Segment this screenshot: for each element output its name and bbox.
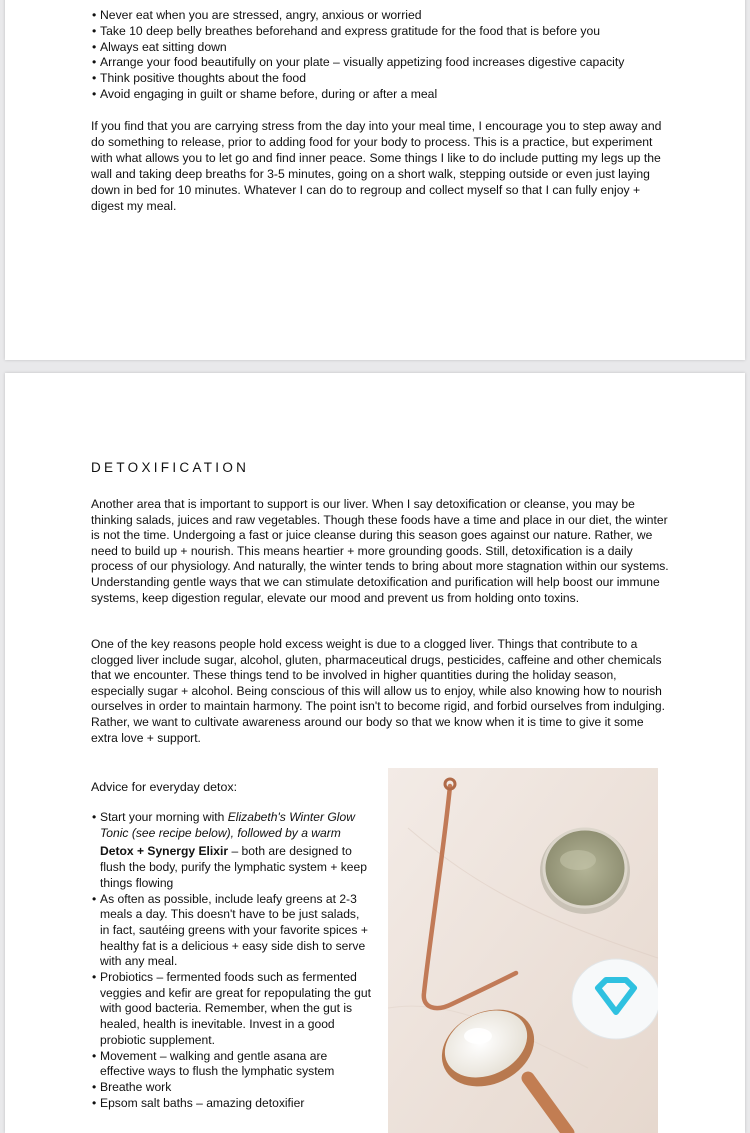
list-item: • Think positive thoughts about the food <box>92 71 692 87</box>
advice-title: Advice for everyday detox: <box>91 780 238 794</box>
section-heading: DETOXIFICATION <box>91 460 250 475</box>
list-item: • Movement – walking and gentle asana are effective ways to flush the lymphatic system <box>92 1049 372 1080</box>
list-item: • Always eat sitting down <box>92 40 692 56</box>
list-item: • Epsom salt baths – amazing detoxifier <box>92 1096 372 1112</box>
document-page-1 <box>5 0 745 360</box>
photo-illustration <box>388 768 658 1133</box>
advice-text: – both are designed to flush the body, purify the lymphatic system + keep things flowing <box>100 844 367 890</box>
eating-tips-list <box>92 8 692 103</box>
detox-product-photo <box>388 768 658 1133</box>
list-item <box>92 810 372 892</box>
elixir-line <box>100 844 372 891</box>
list-item: • Never eat when you are stressed, angry, anxious or worried <box>92 8 692 24</box>
list-item: • As often as possible, include leafy greens at 2-3 meals a day. This doesn't have to be just salads, in fact, sautéing greens with your favorite spices + healthy fat is a delicious + easy side dish to serve with any meal. <box>92 892 372 971</box>
clogged-liver-paragraph: One of the key reasons people hold excess weight is due to a clogged liver. Things that contribute to a clogged liver include sugar, alcohol, gluten, pharmaceutical drugs, pesticides, caffeine and other chemicals that we encounter. These things tend to be involved in higher quantities during the holiday season, especially sugar + alcohol. Being conscious of this will allow us to enjoy, while also knowing how to nourish ourselves in order to maintain harmony. The point isn't to become rigid, and forbid ourselves from indulging. Rather, we want to cultivate awareness around our body so that we know when it is time to give it some extra love + support. <box>91 637 665 745</box>
list-item: • Take 10 deep belly breathes beforehand and express gratitude for the food that is before you <box>92 24 692 40</box>
stress-paragraph: If you find that you are carrying stress from the day into your meal time, I encourage you to step away and do something to release, prior to adding food for your body to process. This is a practice, but experiment with what allows you to let go and find inner peace. Some things I like to do include putting my legs up the wall and taking deep breaths for 3-5 minutes, going on a short walk, stepping outside or even just laying down in bed for 10 minutes. Whatever I can do to regroup and collect myself so that I can fully enjoy + digest my meal. <box>91 119 662 213</box>
list-item: • Arrange your food beautifully on your plate – visually appetizing food increases digestive capacity <box>92 55 692 71</box>
list-item: • Probiotics – fermented foods such as fermented veggies and kefir are great for repopulating the gut with good bacteria. Remember, when the gut is healed, health is inevitable. Invest in a good probiotic supplement. <box>92 970 372 1049</box>
document-page-2 <box>5 373 745 1133</box>
list-item: • Avoid engaging in guilt or shame before, during or after a meal <box>92 87 692 103</box>
list-item: • Breathe work <box>92 1080 372 1096</box>
elixir-name: Detox + Synergy Elixir <box>100 844 229 859</box>
advice-italic-text: Elizabeth's Winter Glow Tonic (see recipe below), followed by a warm <box>100 810 355 840</box>
liver-paragraph: Another area that is important to support is our liver. When I say detoxification or cleanse, you may be thinking salads, juices and raw vegetables. Though these foods have a time and place in our diet, the winter is not the time. Undergoing a fast or juice cleanse during this season goes against our nature. Rather, we need to build up + nourish. This means heartier + more grounding goods. Still, detoxification is a daily process of our physiology. And naturally, the winter tends to bring about more stagnation within our systems. Understanding gentle ways that we can stimulate detoxification and purification will help boost our immune systems, keep digestion regular, elevate our mood and prevent us from holding onto toxins. <box>91 497 669 605</box>
clay-mask-jar <box>540 828 630 914</box>
detox-advice-list <box>92 810 372 1111</box>
advice-text: Start your morning with <box>100 810 225 824</box>
diamond-logo-icon <box>572 959 658 1039</box>
